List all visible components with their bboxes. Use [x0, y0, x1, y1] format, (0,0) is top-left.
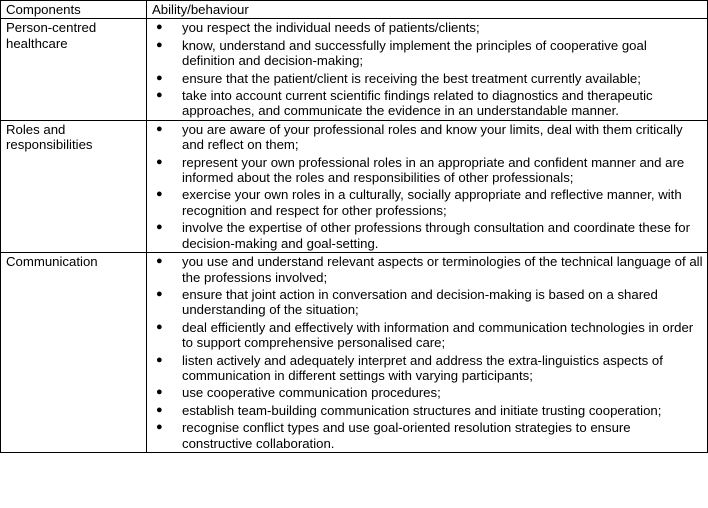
list-item [152, 187, 703, 218]
bullet-icon: ● [156, 155, 163, 168]
bullet-icon: ● [156, 38, 163, 51]
bullet-icon: ● [156, 122, 163, 135]
list-item-text: recognise conflict types and use goal-oriented resolution strategies to ensure constructive collaboration. [182, 420, 631, 451]
list-item-text: use cooperative communication procedures; [182, 385, 441, 401]
list-item-text: you respect the individual needs of patients/clients; [182, 20, 480, 36]
list-item-text: you are aware of your professional roles and know your limits, deal with them critically and reflect on them; [182, 121, 683, 153]
bullet-icon: ● [156, 89, 163, 102]
list-item [152, 122, 703, 153]
list-item-text: ensure that the patient/client is receiving the best treatment currently available; [182, 70, 641, 86]
bullet-icon: ● [156, 255, 163, 268]
list-item [152, 254, 703, 285]
list-item-text: know, understand and successfully implement the principles of cooperative goal definition and decision-making; [182, 37, 647, 69]
list-item-text: represent your own professional roles in an appropriate and confident manner and are informed about the roles and responsibilities of other professionals; [182, 154, 685, 186]
bullet-icon: ● [156, 287, 163, 300]
bullet-icon: ● [156, 386, 163, 399]
table-row-person-centred-healthcare [1, 19, 708, 120]
header-ability-behaviour: Ability/behaviour [147, 1, 708, 19]
ability-list [152, 122, 703, 251]
list-item-text: take into account current scientific findings related to diagnostics and therapeutic approaches, and communicate the evidence in an understandable manner. [182, 88, 653, 119]
list-item-text: ensure that joint action in conversation and decision-making is based on a shared understanding of the situation; [182, 286, 658, 318]
list-item [152, 38, 703, 69]
list-item [152, 155, 703, 186]
bullet-icon: ● [156, 188, 163, 201]
list-item-text: you use and understand relevant aspects or terminologies of the technical language of all the professions involved; [182, 254, 703, 285]
table-row-communication [1, 253, 708, 453]
list-item [152, 403, 703, 418]
component-cell: Communication [1, 253, 147, 453]
list-item [152, 420, 703, 451]
list-item [152, 88, 703, 119]
list-item [152, 353, 703, 384]
list-item [152, 320, 703, 351]
list-item [152, 20, 703, 35]
bullet-icon: ● [156, 21, 163, 34]
header-row [1, 1, 708, 19]
bullet-icon: ● [156, 221, 163, 234]
table-body [1, 19, 708, 453]
bullet-icon: ● [156, 421, 163, 434]
bullet-icon: ● [156, 353, 163, 366]
list-item-text: establish team-building communication structures and initiate trusting cooperation; [182, 402, 662, 418]
list-item [152, 220, 703, 251]
list-item-text: deal efficiently and effectively with information and communication technologies in order to support comprehensive personalised care; [182, 319, 694, 351]
component-cell: Person-centred healthcare [1, 19, 147, 120]
bullet-icon: ● [156, 320, 163, 333]
ability-list [152, 254, 703, 451]
table-row-roles-and-responsibilities [1, 120, 708, 252]
ability-list [152, 20, 703, 118]
list-item [152, 385, 703, 400]
list-item-text: listen actively and adequately interpret and address the extra-linguistics aspects of communication in different settings with varying participants; [182, 352, 663, 383]
header-components: Components [1, 1, 147, 19]
bullet-icon: ● [156, 71, 163, 84]
component-cell: Roles and responsibilities [1, 120, 147, 252]
ability-cell [147, 120, 708, 252]
list-item-text: involve the expertise of other professions through consultation and coordinate these for decision-making and goal-setting. [182, 220, 691, 251]
bullet-icon: ● [156, 403, 163, 416]
list-item [152, 287, 703, 318]
ability-cell [147, 19, 708, 120]
list-item-text: exercise your own roles in a culturally, socially appropriate and reflective manner, with recognition and respect for other professions; [182, 187, 682, 218]
ability-cell [147, 253, 708, 453]
list-item [152, 71, 703, 86]
